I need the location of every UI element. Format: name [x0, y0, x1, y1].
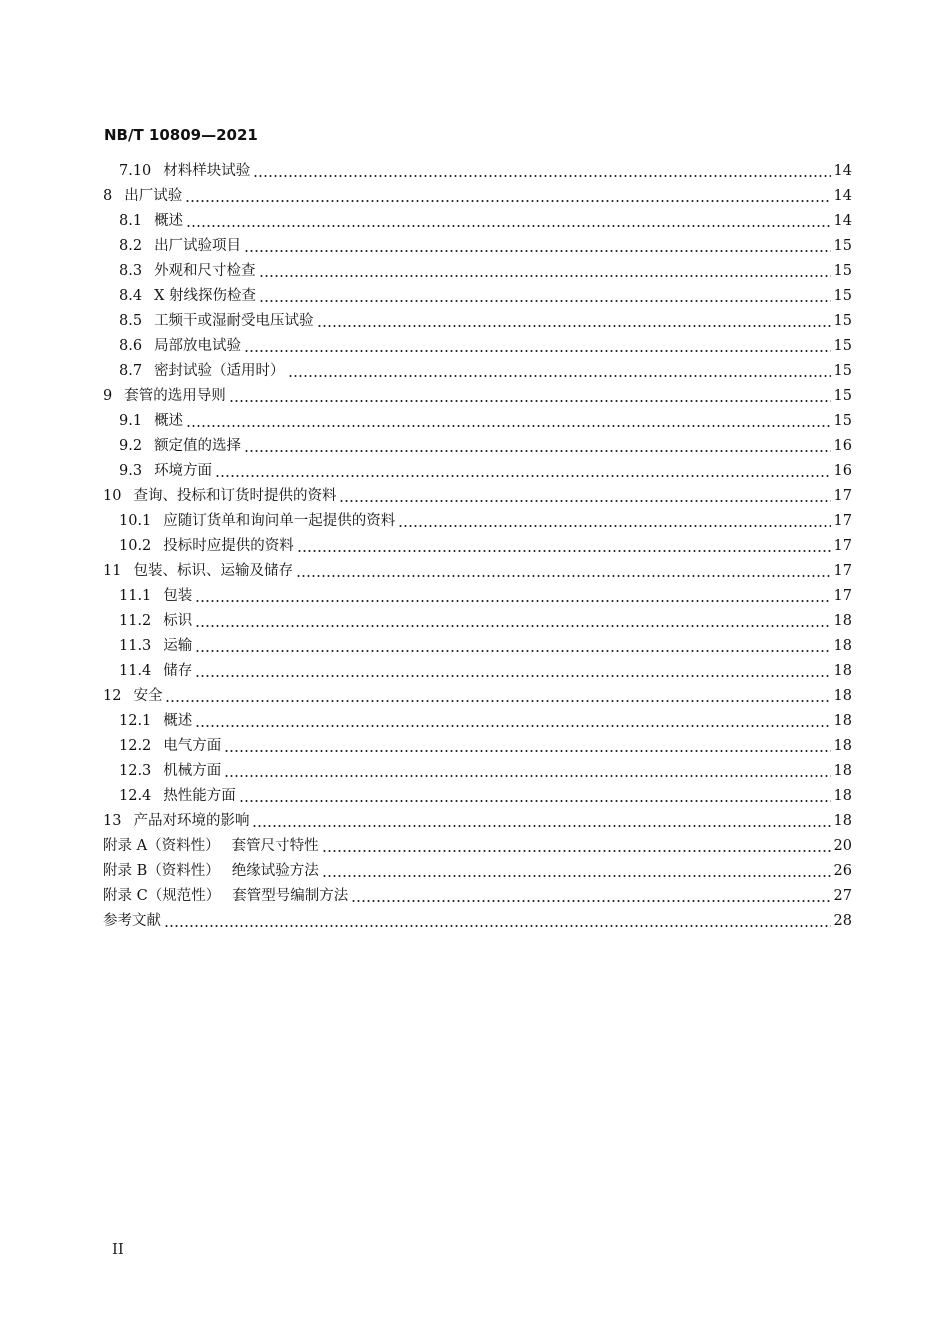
toc-entry-page: 18: [833, 663, 852, 679]
toc-entry-page: 15: [833, 263, 852, 279]
toc-entry-title: 产品对环境的影响: [133, 813, 250, 829]
toc-entry-number: 10.1: [119, 513, 152, 529]
toc-entry[interactable]: [103, 909, 852, 934]
toc-entry-number: 8.4: [119, 288, 143, 304]
toc-entry-title: 机械方面: [163, 763, 222, 779]
toc-entry-page: 18: [833, 763, 852, 779]
toc-entry-number: 8.2: [119, 238, 143, 254]
toc-entry-title: 密封试验（适用时）: [154, 363, 285, 379]
toc-entry-title: 套管型号编制方法: [232, 888, 349, 904]
toc-dot-leader: [252, 825, 830, 827]
toc-entry[interactable]: [119, 734, 852, 759]
toc-entry-number: 12.2: [119, 738, 152, 754]
toc-entry-page: 18: [833, 638, 852, 654]
toc-dot-leader: [195, 625, 830, 627]
toc-entry-title: 应随订货单和询问单一起提供的资料: [163, 513, 396, 529]
toc-entry[interactable]: [103, 884, 852, 909]
toc-entry-page: 17: [833, 513, 852, 529]
toc-entry-title: 绝缘试验方法: [231, 863, 319, 879]
toc-entry-page: 15: [833, 363, 852, 379]
toc-entry-page: 18: [833, 688, 852, 704]
toc-entry-number: 10.2: [119, 538, 152, 554]
toc-entry[interactable]: [103, 184, 852, 209]
toc-entry[interactable]: [103, 809, 852, 834]
toc-entry-number: 11: [103, 563, 122, 579]
toc-entry-page: 14: [833, 213, 852, 229]
toc-entry-page: 26: [833, 863, 852, 879]
toc-dot-leader: [339, 500, 830, 502]
toc-entry-number: 附录 A（资料性）: [103, 838, 220, 854]
toc-dot-leader: [185, 200, 830, 202]
toc-entry-title: 查询、投标和订货时提供的资料: [133, 488, 337, 504]
toc-entry-page: 18: [833, 613, 852, 629]
toc-entry[interactable]: [119, 634, 852, 659]
toc-entry-number: 12: [103, 688, 122, 704]
toc-entry[interactable]: [119, 459, 852, 484]
toc-entry[interactable]: [119, 409, 852, 434]
toc-dot-leader: [195, 725, 830, 727]
toc-dot-leader: [229, 400, 831, 402]
toc-entry[interactable]: [119, 359, 852, 384]
toc-entry-page: 18: [833, 713, 852, 729]
toc-entry[interactable]: [119, 659, 852, 684]
toc-entry-title: 安全: [133, 688, 163, 704]
toc-entry-page: 18: [833, 788, 852, 804]
toc-entry[interactable]: [119, 284, 852, 309]
toc-entry[interactable]: [119, 784, 852, 809]
toc-dot-leader: [224, 775, 830, 777]
toc-entry[interactable]: [119, 609, 852, 634]
toc-entry[interactable]: [119, 759, 852, 784]
toc-entry-number: 8: [103, 188, 113, 204]
toc-entry-page: 28: [833, 913, 852, 929]
toc-entry-number: 8.7: [119, 363, 143, 379]
toc-dot-leader: [244, 250, 830, 252]
toc-dot-leader: [288, 375, 831, 377]
toc-dot-leader: [244, 450, 830, 452]
toc-entry-page: 14: [833, 163, 852, 179]
toc-entry-page: 15: [833, 413, 852, 429]
toc-entry-title: 概述: [154, 213, 184, 229]
toc-entry-number: 8.3: [119, 263, 143, 279]
toc-entry[interactable]: [119, 159, 852, 184]
toc-entry-number: 13: [103, 813, 122, 829]
toc-entry[interactable]: [103, 484, 852, 509]
toc-entry[interactable]: [119, 209, 852, 234]
toc-dot-leader: [244, 350, 830, 352]
toc-entry-page: 15: [833, 313, 852, 329]
toc-dot-leader: [215, 475, 830, 477]
toc-entry-title: 套管的选用导则: [124, 388, 226, 404]
toc-dot-leader: [164, 925, 831, 927]
toc-dot-leader: [297, 550, 831, 552]
toc-entry-page: 20: [833, 838, 852, 854]
toc-entry-number: 9.2: [119, 438, 143, 454]
toc-entry-page: 14: [833, 188, 852, 204]
toc-dot-leader: [195, 650, 830, 652]
toc-entry[interactable]: [119, 709, 852, 734]
toc-dot-leader: [239, 800, 831, 802]
toc-dot-leader: [259, 300, 831, 302]
toc-entry[interactable]: [103, 859, 852, 884]
toc-entry[interactable]: [103, 384, 852, 409]
toc-entry-title: 环境方面: [154, 463, 213, 479]
toc-entry-number: 9: [103, 388, 113, 404]
toc-entry-number: 10: [103, 488, 122, 504]
toc-entry-title: 电气方面: [163, 738, 222, 754]
toc-dot-leader: [195, 600, 830, 602]
toc-entry-number: 12.4: [119, 788, 152, 804]
toc-entry[interactable]: [119, 259, 852, 284]
toc-entry-title: 包装、标识、运输及储存: [133, 563, 293, 579]
toc-entry-title: 外观和尺寸检查: [154, 263, 256, 279]
toc-entry-number: 附录 B（资料性）: [103, 863, 220, 879]
toc-entry-title: 工频干或湿耐受电压试验: [154, 313, 314, 329]
toc-entry-page: 27: [833, 888, 852, 904]
toc-dot-leader: [322, 875, 831, 877]
page-number: II: [112, 1240, 124, 1258]
toc-entry[interactable]: [103, 559, 852, 584]
toc-dot-leader: [186, 425, 830, 427]
toc-entry[interactable]: [119, 234, 852, 259]
toc-entry-page: 17: [833, 563, 852, 579]
toc-entry-title: 套管尺寸特性: [231, 838, 319, 854]
toc-entry-page: 16: [833, 438, 852, 454]
toc-entry-number: 12.1: [119, 713, 152, 729]
toc-entry-title: 包装: [163, 588, 193, 604]
toc-entry-number: 8.5: [119, 313, 143, 329]
toc-dot-leader: [351, 900, 830, 902]
toc-dot-leader: [253, 175, 830, 177]
toc-entry[interactable]: [119, 434, 852, 459]
toc-entry-title: 概述: [154, 413, 184, 429]
toc-entry-page: 17: [833, 588, 852, 604]
standard-code: NB/T 10809—2021: [104, 126, 258, 144]
toc-entry-page: 16: [833, 463, 852, 479]
toc-entry-number: 11.1: [119, 588, 152, 604]
toc-entry-page: 15: [833, 388, 852, 404]
toc-dot-leader: [398, 525, 830, 527]
toc-entry-page: 15: [833, 338, 852, 354]
toc-entry-number: 附录 C（规范性）: [103, 888, 221, 904]
toc-entry-page: 15: [833, 288, 852, 304]
toc-entry[interactable]: [103, 834, 852, 859]
toc-dot-leader: [224, 750, 830, 752]
toc-entry-number: 12.3: [119, 763, 152, 779]
toc-entry-number: 11.4: [119, 663, 152, 679]
toc-entry-page: 18: [833, 738, 852, 754]
toc-entry-title: X 射线探伤检查: [154, 288, 256, 304]
toc-entry-title: 概述: [163, 713, 193, 729]
toc-entry-title: 材料样块试验: [163, 163, 251, 179]
toc-entry-page: 15: [833, 238, 852, 254]
toc-entry-number: 7.10: [119, 163, 152, 179]
toc-dot-leader: [165, 700, 830, 702]
toc-entry[interactable]: [119, 309, 852, 334]
toc-entry-number: 11.2: [119, 613, 152, 629]
toc-entry-number: 11.3: [119, 638, 152, 654]
toc-dot-leader: [317, 325, 831, 327]
toc-dot-leader: [322, 850, 831, 852]
toc-dot-leader: [195, 675, 830, 677]
toc-entry-page: 17: [833, 538, 852, 554]
toc-entry-title: 投标时应提供的资料: [163, 538, 294, 554]
toc-entry-number: 8.6: [119, 338, 143, 354]
toc-entry-title: 局部放电试验: [154, 338, 242, 354]
toc-dot-leader: [259, 275, 831, 277]
toc-entry[interactable]: [119, 509, 852, 534]
toc-entry-title: 热性能方面: [163, 788, 236, 804]
toc-entry[interactable]: [119, 334, 852, 359]
toc-entry-title: 出厂试验: [124, 188, 183, 204]
toc-entry-title: 运输: [163, 638, 193, 654]
toc-entry-page: 17: [833, 488, 852, 504]
toc-entry-number: 9.1: [119, 413, 143, 429]
toc-entry[interactable]: [119, 534, 852, 559]
toc-entry-number: 9.3: [119, 463, 143, 479]
toc-entry[interactable]: [103, 684, 852, 709]
toc-entry[interactable]: [119, 584, 852, 609]
toc-entry-title: 标识: [163, 613, 193, 629]
toc-entry-title: 储存: [163, 663, 193, 679]
toc-entry-number: 8.1: [119, 213, 143, 229]
toc-entry-page: 18: [833, 813, 852, 829]
toc-entry-title: 出厂试验项目: [154, 238, 242, 254]
toc-dot-leader: [296, 575, 831, 577]
toc-entry-title: 额定值的选择: [154, 438, 242, 454]
toc-dot-leader: [186, 225, 830, 227]
toc-entry-title: 参考文献: [103, 913, 161, 929]
